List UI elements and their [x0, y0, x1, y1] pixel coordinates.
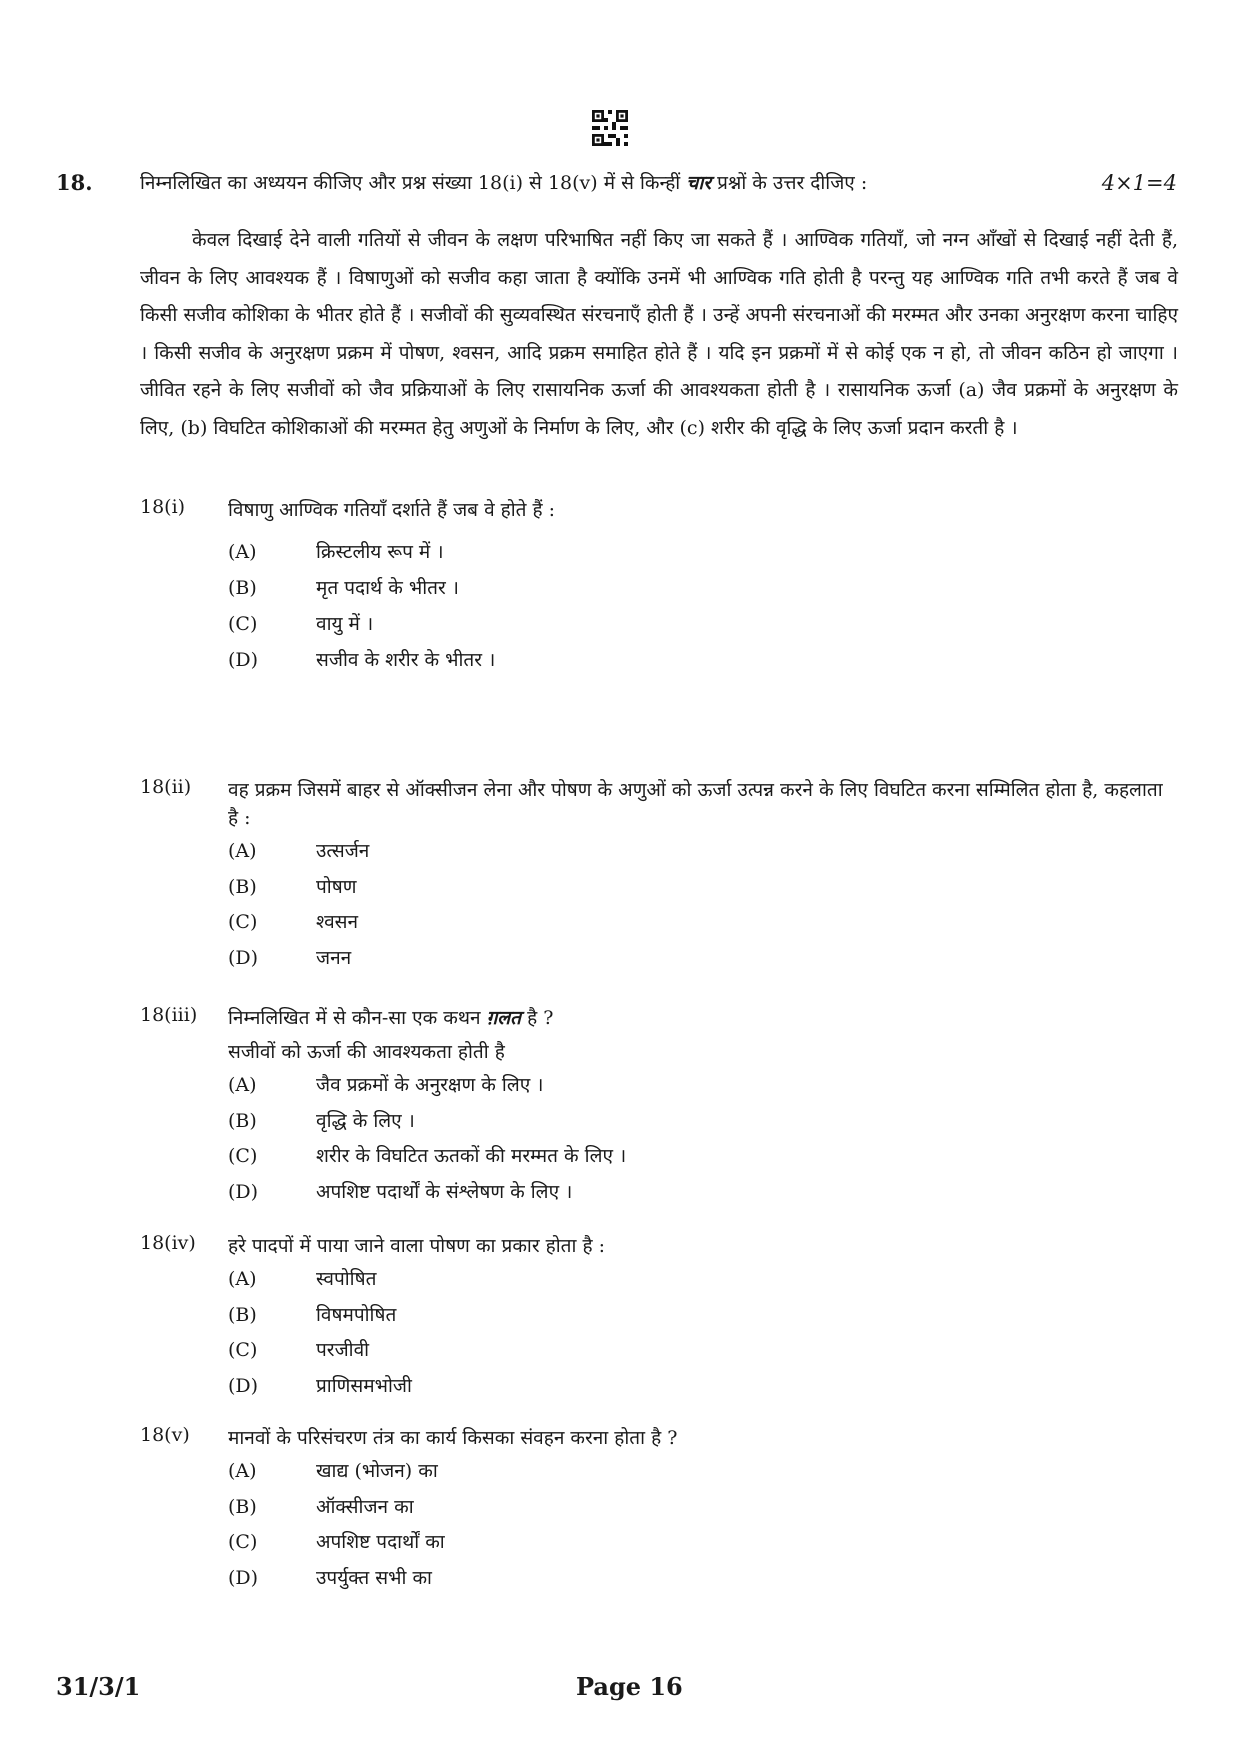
option-item [228, 1139, 1180, 1175]
option-item [228, 642, 1180, 678]
option-label: (A) [228, 1460, 257, 1482]
option-item [228, 570, 1180, 606]
option-label: (C) [228, 1145, 258, 1167]
option-item [228, 834, 1180, 870]
option-label: (D) [228, 1566, 259, 1589]
question-instruction [140, 169, 1100, 195]
option-text: ऑक्सीजन का [316, 1495, 414, 1518]
option-text: परजीवी [316, 1339, 370, 1361]
option-label: (A) [228, 541, 257, 563]
option-text: प्राणिसमभोजी [316, 1374, 412, 1397]
option-item [228, 905, 1180, 941]
option-label: (D) [228, 946, 259, 969]
option-item [228, 1561, 1180, 1597]
question-number: 18. [56, 170, 93, 195]
option-text: पोषण [316, 875, 357, 898]
option-text: शरीर के विघटित ऊतकों की मरम्मत के लिए । [316, 1145, 627, 1167]
option-item [228, 1333, 1180, 1369]
subquestion-stem: वह प्रक्रम जिसमें बाहर से ऑक्सीजन लेना और पोषण के अणुओं को ऊर्जा उत्पन्न करने के लिए विघटित करना सम्मिलित होता है, कहलाता है : [228, 779, 1163, 829]
option-text: उत्सर्जन [316, 840, 370, 862]
option-label: (A) [228, 1268, 257, 1290]
option-item [228, 1490, 1180, 1526]
case-passage: केवल दिखाई देने वाली गतियों से जीवन के लक्षण परिभाषित नहीं किए जा सकते हैं । आण्विक गतियाँ, जो नग्न आँखों से दिखाई नहीं देती हैं, जीवन के लिए आवश्यक हैं । विषाणुओं को सजीव कहा जाता है क्योंकि उनमें भी आण्विक गति होती है परन्तु यह आण्विक गति तभी करते हैं जब वे किसी सजीव कोशिका के भीतर होते हैं । सजीवों की सुव्यवस्थित संरचनाएँ होती हैं । उन्हें अपनी संरचनाओं की मरम्मत और उनका अनुरक्षण करना चाहिए । किसी सजीव के अनुरक्षण प्रक्रम में पोषण, श्वसन, आदि प्रक्रम समाहित होते हैं । यदि इन प्रक्रमों में से कोई एक न हो, तो जीवन कठिन हो जाएगा । जीवित रहने के लिए सजीवों को जैव प्रक्रियाओं के लिए रासायनिक ऊर्जा की आवश्यकता होती है । रासायनिक ऊर्जा (a) जैव प्रक्रमों के अनुरक्षण के लिए, (b) विघटित कोशिकाओं की मरम्मत हेतु अणुओं के निर्माण के लिए, और (c) शरीर की वृद्धि के लिए ऊर्जा प्रदान करती है । [140, 229, 1178, 439]
option-text: वृद्धि के लिए । [316, 1109, 415, 1132]
instruction-text: निम्नलिखित का अध्ययन कीजिए और प्रश्न संख्या 18(i) से 18(v) में से किन्हीं [140, 172, 681, 194]
instruction-emphasis: चार [686, 172, 712, 194]
subquestion-18-ii [140, 776, 1180, 976]
option-text: अपशिष्ट पदार्थों के संश्लेषण के लिए । [316, 1180, 573, 1203]
option-label: (D) [228, 1374, 259, 1397]
subquestion-18-iv [140, 1232, 1180, 1404]
option-text: जैव प्रक्रमों के अनुरक्षण के लिए । [316, 1074, 544, 1096]
subquestion-stem [228, 1004, 1180, 1032]
marks-label: 4×1=4 [1101, 171, 1177, 195]
option-label: (B) [228, 577, 257, 599]
option-item [228, 1262, 1180, 1298]
option-text: स्वपोषित [316, 1268, 377, 1290]
option-text: खाद्य (भोजन) का [316, 1460, 438, 1482]
option-text: विषमपोषित [316, 1303, 397, 1326]
stem-text: निम्नलिखित में से कौन-सा एक कथन [228, 1007, 481, 1029]
option-text: वायु में । [316, 613, 374, 635]
subquestion-stem: विषाणु आण्विक गतियाँ दर्शाते हैं जब वे होते हैं : [228, 499, 556, 521]
option-item [228, 534, 1180, 570]
option-item [228, 1104, 1180, 1140]
option-item [228, 1298, 1180, 1334]
subquestion-stem: हरे पादपों में पाया जाने वाला पोषण का प्रकार होता है : [228, 1235, 605, 1257]
option-label: (D) [228, 1180, 259, 1203]
subquestion-label: 18(iv) [140, 1232, 196, 1254]
subquestion-label: 18(i) [140, 496, 186, 518]
option-text: सजीव के शरीर के भीतर । [316, 649, 496, 671]
option-item [228, 1454, 1180, 1490]
option-label: (A) [228, 840, 257, 862]
option-label: (C) [228, 911, 258, 933]
subquestion-18-i [140, 496, 1180, 678]
option-label: (C) [228, 613, 258, 635]
option-label: (D) [228, 649, 259, 671]
option-text: श्वसन [316, 911, 359, 933]
option-label: (B) [228, 1109, 257, 1132]
option-label: (B) [228, 875, 257, 898]
option-text: मृत पदार्थ के भीतर । [316, 577, 459, 599]
option-text: जनन [316, 946, 352, 969]
option-item [228, 1369, 1180, 1405]
option-text: अपशिष्ट पदार्थों का [316, 1531, 445, 1553]
page-number: Page 16 [576, 1672, 683, 1701]
option-item [228, 870, 1180, 906]
option-item [228, 1525, 1180, 1561]
option-label: (B) [228, 1303, 257, 1326]
option-item [228, 606, 1180, 642]
option-item [228, 1175, 1180, 1211]
paper-code: 31/3/1 [56, 1672, 141, 1701]
option-text: क्रिस्टलीय रूप में । [316, 541, 444, 563]
subquestion-label: 18(v) [140, 1424, 190, 1446]
subquestion-stem: मानवों के परिसंचरण तंत्र का कार्य किसका संवहन करना होता है ? [228, 1427, 678, 1449]
stem-text-end: है ? [527, 1007, 554, 1029]
subquestion-label: 18(iii) [140, 1004, 198, 1026]
option-label: (B) [228, 1495, 257, 1518]
option-item [228, 1068, 1180, 1104]
option-text: उपर्युक्त सभी का [316, 1566, 432, 1589]
option-label: (A) [228, 1074, 257, 1096]
subquestion-stem-line2: सजीवों को ऊर्जा की आवश्यकता होती है [228, 1041, 505, 1063]
subquestion-label: 18(ii) [140, 776, 192, 798]
option-label: (C) [228, 1339, 258, 1361]
subquestion-18-v [140, 1424, 1180, 1596]
option-item [228, 941, 1180, 977]
qr-code-icon [592, 110, 628, 146]
instruction-text-end: प्रश्नों के उत्तर दीजिए : [717, 172, 868, 194]
subquestion-18-iii [140, 1004, 1180, 1210]
option-label: (C) [228, 1531, 258, 1553]
stem-emphasis: ग़लत [486, 1007, 522, 1029]
